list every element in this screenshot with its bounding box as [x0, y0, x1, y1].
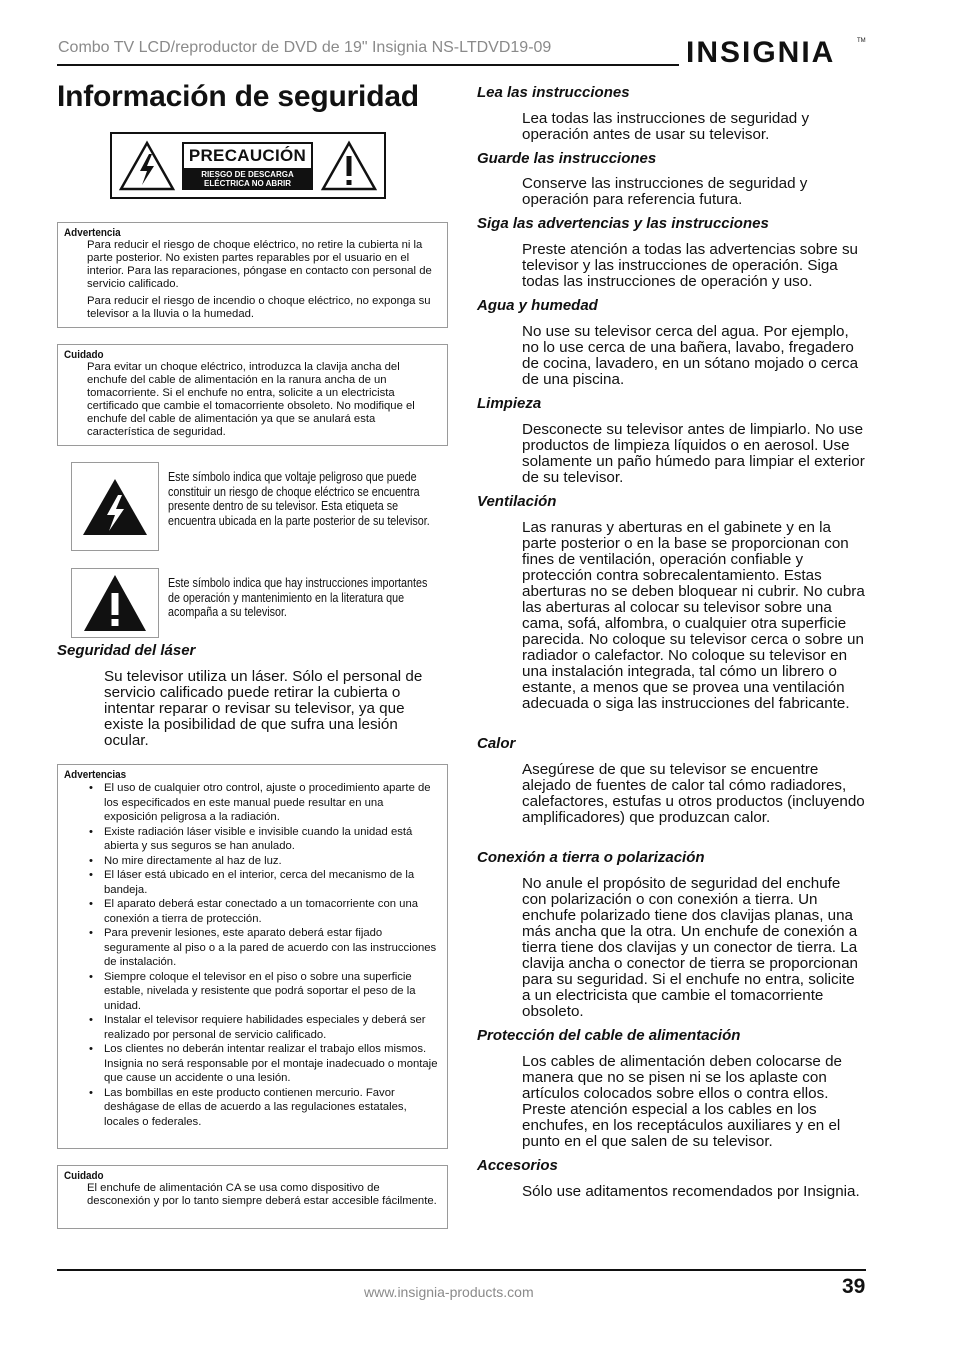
exclamation-symbol-text: Este símbolo indica que hay instrucciones importantes de operación y mantenimiento en la literatura que acompaña a su televisor.: [168, 576, 428, 619]
section-body: Las ranuras y aberturas en el gabinete y en la parte posterior o en la base se proporcionan con fines de ventilación, operación confiable y protección contra sobrecalentamiento. Estas aberturas no se deben bloquear ni cubrir. No cubra las aberturas al colocar su televisor sobre una cama, sofá, alfombra, o cualquier otra superficie parecida. No coloque su televisor cerca o sobre un radiador o calefactor. No coloque su televisor en una instalación integrada, tal cómo un librero o estante, a menos que se provea una ventilación adecuada o siga las instrucciones del fabricante.: [522, 519, 865, 712]
exclamation-symbol-box: [71, 568, 159, 638]
caution-label-line1: RIESGO DE DESCARGA: [201, 170, 294, 179]
lightning-symbol-text: Este símbolo indica que voltaje peligroso que puede constituir un riesgo de choque eléctrico se encuentra presente dentro de su televisor. Esta etiqueta se encuentra ubicada en la parte posterior de su televisor.: [168, 470, 430, 528]
list-item: • Los clientes no deberán intentar realizar el trabajo ellos mismos. Insignia no será responsable por el montaje inadecuado o montaje que cause un accidente o una lesión.: [64, 1042, 439, 1086]
note-label: Cuidado: [64, 349, 104, 361]
section-heading: Accesorios: [477, 1157, 558, 1174]
caution-label-heading: PRECAUCIÓN: [188, 146, 307, 165]
section-body: Asegúrese de que su televisor se encuentre alejado de fuentes de calor tal cómo radiadores, calefactores, estufas u otros productos (incluyendo amplificadores) que produzcan calor.: [522, 761, 865, 826]
page-title: Información de seguridad: [57, 80, 419, 113]
list-item: • Instalar el televisor requiere habilidades especiales y deberá ser realizado por personal de servicio calificado.: [64, 1013, 439, 1042]
section-heading: Guarde las instrucciones: [477, 150, 657, 167]
section-body: Lea todas las instrucciones de seguridad y operación antes de usar su televisor.: [522, 110, 810, 143]
section-heading: Lea las instrucciones: [477, 84, 630, 101]
note-paragraph: El enchufe de alimentación CA se usa como dispositivo de desconexión y por lo tanto siempre deberá estar accesible fácilmente.: [87, 1182, 437, 1207]
exclamation-triangle-icon: [82, 573, 148, 633]
header-rule: [57, 64, 679, 66]
section-body: Desconecte su televisor antes de limpiarlo. No use productos de limpieza líquidos o en aerosol. Use solamente un paño húmedo para limpiar el exterior de su televisor.: [522, 421, 865, 486]
section-body: Conserve las instrucciones de seguridad y operación para referencia futura.: [522, 175, 808, 208]
list-item: • El aparato deberá estar conectado a un tomacorriente con una conexión a tierra de protección.: [64, 897, 439, 926]
section-body: No use su televisor cerca del agua. Por ejemplo, no lo use cerca de una bañera, lavabo, fregadero de cocina, lavadero, en un sótano mojado o cerca de una piscina.: [522, 323, 859, 388]
list-item: • Para prevenir lesiones, este aparato deberá estar fijado seguramente al piso o a la pared de acuerdo con las instrucciones de instalación.: [64, 926, 439, 970]
caution-note: [57, 344, 448, 446]
insignia-logo: [684, 32, 868, 70]
section-heading: Calor: [477, 735, 516, 752]
warning-note: [57, 222, 448, 328]
list-item: • Las bombillas en este producto contienen mercurio. Favor deshágase de ellas de acuerdo a las regulaciones estatales, locales o federales.: [64, 1086, 439, 1130]
section-heading: Limpieza: [477, 395, 542, 412]
section-heading-laser: Seguridad del láser: [57, 642, 196, 659]
lightning-triangle-icon: [81, 477, 149, 537]
list-item: • El láser está ubicado en el interior, cerca del mecanismo de la bandeja.: [64, 868, 439, 897]
caution-label: [110, 132, 386, 199]
list-item: • Siempre coloque el televisor en el piso o sobre una superficie estable, nivelada y resistente que podrá soportar el peso de la unidad.: [64, 970, 439, 1014]
section-heading: Conexión a tierra o polarización: [477, 849, 705, 866]
section-heading: Siga las advertencias y las instrucciones: [477, 215, 769, 232]
note-label: Advertencia: [64, 227, 121, 239]
caution-label-subtext: [184, 168, 311, 188]
footer-rule: [57, 1269, 866, 1271]
warnings-note: [57, 764, 448, 1149]
lightning-triangle-icon: [118, 140, 176, 192]
list-item: • No mire directamente al haz de luz.: [64, 854, 439, 869]
list-item: • El uso de cualquier otro control, ajuste o procedimiento aparte de los especificados en este manual puede resultar en una exposición peligrosa a la radiación.: [64, 781, 439, 825]
caution-label-text: [182, 142, 313, 190]
footer-url[interactable]: www.insignia-products.com: [364, 1284, 534, 1300]
section-body: Sólo use aditamentos recomendados por Insignia.: [522, 1183, 860, 1200]
note-label: Cuidado: [64, 1170, 104, 1182]
page-number: 39: [842, 1275, 866, 1298]
note-paragraph: Para evitar un choque eléctrico, introduzca la clavija ancha del enchufe del cable de alimentación en la ranura ancha de un tomacorriente. Si el enchufe no entra, solicite a un electricista certificado que cambie el tomacorriente obsoleto. No modifique el enchufe del cable de alimentación ya que se anulará esta característica de seguridad.: [87, 361, 415, 438]
section-body: Los cables de alimentación deben colocarse de manera que no se pisen ni se los aplaste con artículos colocados sobre ellos o contra ellos. Preste atención especial a los cables en los enchufes, en los receptáculos auxiliares y en el punto en el que salen de su televisor.: [522, 1053, 842, 1150]
list-item: • Existe radiación láser visible e invisible cuando la unidad está abierta y sus seguros se han anulado.: [64, 825, 439, 854]
running-header-title: Combo TV LCD/reproductor de DVD de 19" Insignia NS-LTDVD19-09: [58, 39, 552, 56]
note-paragraph: Para reducir el riesgo de choque eléctrico, no retire la cubierta ni la parte posterior. No existen partes reparables por el usuario en el interior. Para las reparaciones, póngase en contacto con personal de servicio calificado.: [87, 239, 432, 290]
caution-note-2: [57, 1165, 448, 1229]
section-heading: Ventilación: [477, 493, 557, 510]
svg-text:TM: TM: [857, 38, 866, 44]
note-paragraph: Para reducir el riesgo de incendio o choque eléctrico, no exponga su televisor a la lluvia o la humedad.: [87, 295, 431, 320]
caution-label-line2: ELÉCTRICA NO ABRIR: [204, 179, 291, 188]
section-body-laser: Su televisor utiliza un láser. Sólo el personal de servicio calificado puede retirar la cubierta o intentar reparar o revisar su televisor, ya que existe la posibilidad de que sufra una lesión ocular.: [104, 668, 423, 749]
lightning-symbol-box: [71, 462, 159, 551]
svg-text:INSIGNIA: INSIGNIA: [686, 36, 836, 69]
section-body: No anule el propósito de seguridad del enchufe con polarización o con conexión a tierra. Un enchufe polarizado tiene dos clavijas planas, una más ancha que la otra. Un enchufe de conexión a tierra tiene dos clavijas y un conector de tierra. La clavija ancha o conector de tierra se proporcionan para su seguridad. Si el enchufe no entra, solicite a un electricista que cambie el tomacorriente obsoleto.: [522, 875, 859, 1020]
section-heading: Agua y humedad: [477, 297, 598, 314]
section-body: Preste atención a todas las advertencias sobre su televisor y las instrucciones de operación. Siga todas las instrucciones de operación y uso.: [522, 241, 859, 290]
exclamation-triangle-icon: [320, 140, 378, 192]
section-heading: Protección del cable de alimentación: [477, 1027, 741, 1044]
warnings-list: [64, 781, 439, 1129]
note-label: Advertencias: [64, 769, 127, 781]
